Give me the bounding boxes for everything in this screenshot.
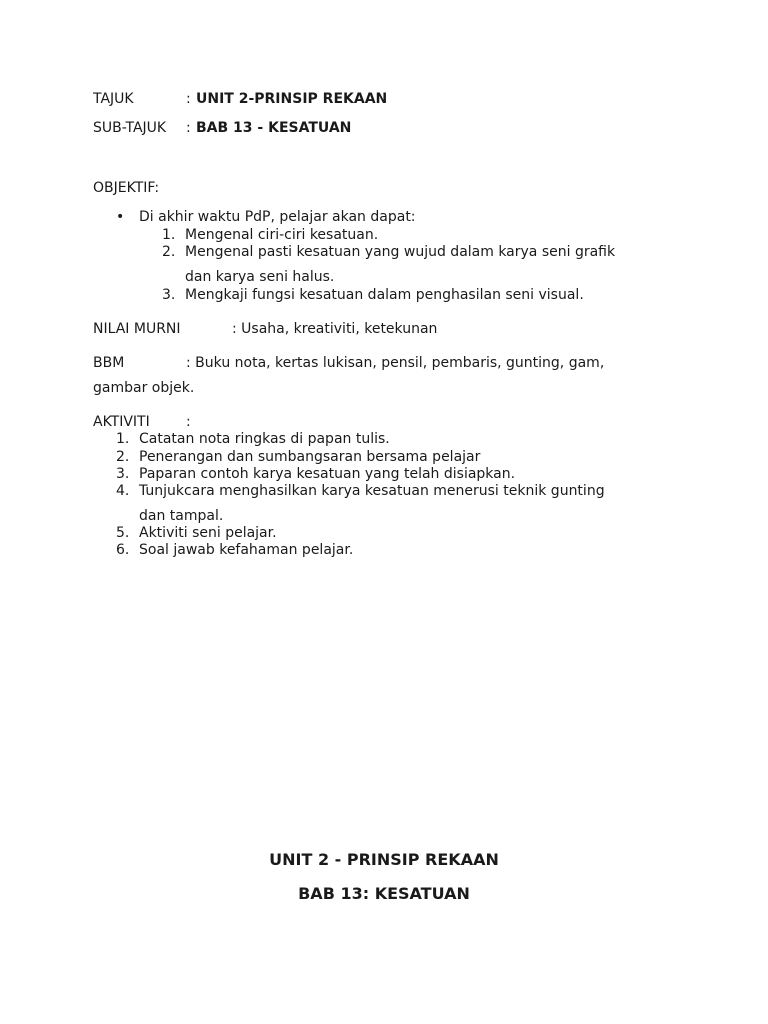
bbm-value-cont: gambar objek. — [93, 380, 195, 396]
footer-title-unit: UNIT 2 - PRINSIP REKAAN — [269, 850, 499, 869]
objektif-item-num: 3. — [162, 287, 176, 303]
aktiviti-item-num: 3. — [116, 466, 130, 482]
subtajuk-label: SUB-TAJUK — [93, 120, 167, 136]
bullet-icon: • — [116, 209, 125, 225]
aktiviti-item-num: 5. — [116, 525, 130, 541]
objektif-bullet-text: Di akhir waktu PdP, pelajar akan dapat: — [139, 209, 416, 225]
objektif-item-text-cont: dan karya seni halus. — [185, 269, 335, 285]
objektif-item-text: Mengenal ciri-ciri kesatuan. — [185, 227, 379, 243]
aktiviti-item-text-cont: dan tampal. — [139, 508, 224, 524]
aktiviti-label: AKTIVITI — [93, 414, 150, 430]
aktiviti-item-num: 4. — [116, 483, 130, 499]
subtajuk-value: BAB 13 - KESATUAN — [196, 120, 352, 136]
aktiviti-item-text: Catatan nota ringkas di papan tulis. — [139, 431, 390, 447]
objektif-item-text: Mengkaji fungsi kesatuan dalam penghasilan seni visual. — [185, 287, 584, 303]
aktiviti-colon: : — [186, 414, 191, 430]
aktiviti-item-num: 2. — [116, 449, 130, 465]
bbm-label: BBM — [93, 355, 125, 371]
objektif-label: OBJEKTIF: — [93, 180, 160, 196]
aktiviti-item-text: Soal jawab kefahaman pelajar. — [139, 542, 354, 558]
aktiviti-item-text: Penerangan dan sumbangsaran bersama pelajar — [139, 449, 481, 465]
nilai-murni-label: NILAI MURNI — [93, 321, 181, 337]
tajuk-label: TAJUK — [93, 91, 134, 107]
aktiviti-item-text: Tunjukcara menghasilkan karya kesatuan menerusi teknik gunting — [139, 483, 605, 499]
aktiviti-item-num: 1. — [116, 431, 130, 447]
tajuk-value: UNIT 2-PRINSIP REKAAN — [196, 91, 388, 107]
tajuk-colon: : — [186, 91, 191, 107]
aktiviti-item-text: Paparan contoh karya kesatuan yang telah disiapkan. — [139, 466, 516, 482]
bbm-value: : Buku nota, kertas lukisan, pensil, pembaris, gunting, gam, — [186, 355, 605, 371]
objektif-item-num: 2. — [162, 244, 176, 260]
subtajuk-colon: : — [186, 120, 191, 136]
nilai-murni-value: : Usaha, kreativiti, ketekunan — [232, 321, 438, 337]
objektif-item-num: 1. — [162, 227, 176, 243]
aktiviti-item-num: 6. — [116, 542, 130, 558]
footer-title-bab: BAB 13: KESATUAN — [298, 884, 470, 903]
aktiviti-item-text: Aktiviti seni pelajar. — [139, 525, 277, 541]
objektif-item-text: Mengenal pasti kesatuan yang wujud dalam karya seni grafik — [185, 244, 616, 260]
